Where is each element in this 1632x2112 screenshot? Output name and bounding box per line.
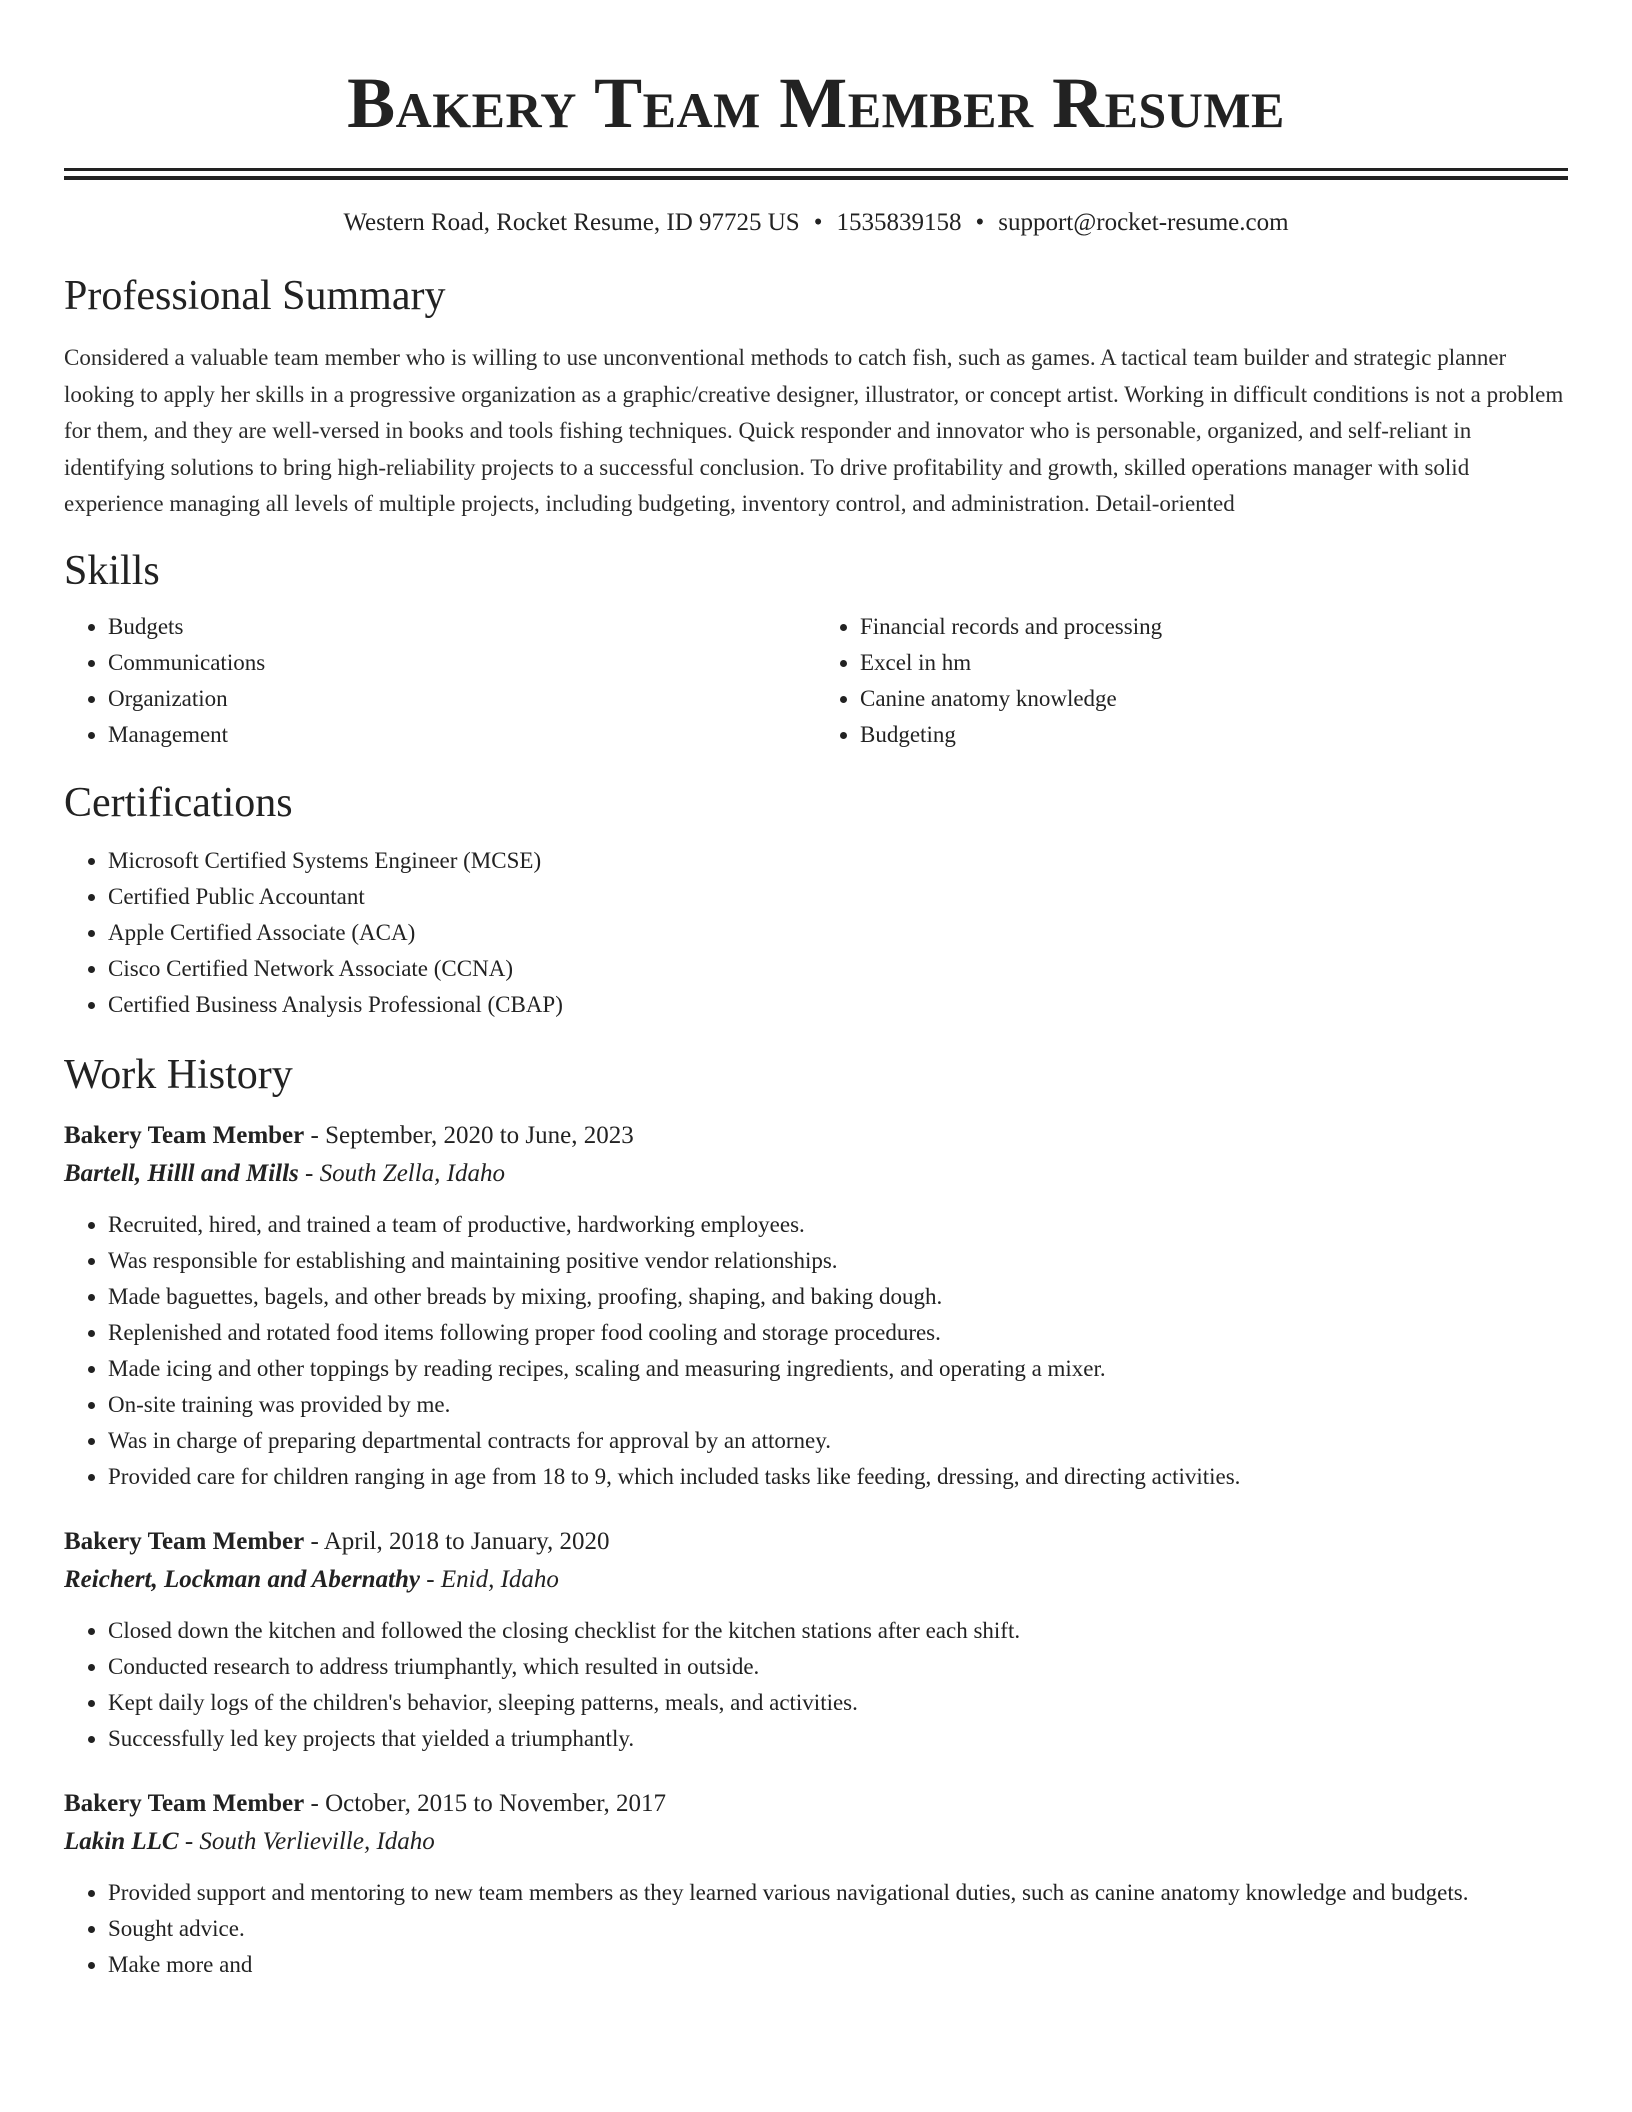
skill-item: • Management xyxy=(108,717,816,753)
certification-item: • Certified Business Analysis Professional (CBAP) xyxy=(108,987,1568,1023)
job-dash: - xyxy=(304,1789,326,1817)
job-dash: - xyxy=(304,1121,326,1149)
job-bullet: • Recruited, hired, and trained a team of productive, hardworking employees. xyxy=(108,1207,1568,1243)
job-company: Bartell, Hilll and Mills xyxy=(64,1159,299,1187)
job-bullet: • Was in charge of preparing departmental contracts for approval by an attorney. xyxy=(108,1423,1568,1459)
skills-columns xyxy=(64,609,1568,753)
job-entry xyxy=(64,1117,1568,1495)
job-header xyxy=(64,1117,1568,1155)
job-bullet: • Was responsible for establishing and maintaining positive vendor relationships. xyxy=(108,1243,1568,1279)
resume-title: Bakery Team Member Resume xyxy=(347,63,1285,143)
job-bullet: • Provided care for children ranging in age from 18 to 9, which included tasks like feeding, dressing, and directing activities. xyxy=(108,1459,1568,1495)
job-bullet: • Sought advice. xyxy=(108,1911,1568,1947)
job-entry xyxy=(64,1785,1568,1983)
contact-line xyxy=(64,206,1568,240)
job-employer xyxy=(64,1823,1568,1861)
job-dash: - xyxy=(178,1827,200,1855)
contact-email[interactable]: support@rocket-resume.com xyxy=(998,209,1289,236)
job-bullets xyxy=(64,1613,1568,1757)
job-entry xyxy=(64,1523,1568,1757)
skill-item: • Communications xyxy=(108,645,816,681)
skills-heading: Skills xyxy=(64,547,160,594)
certifications-list xyxy=(64,843,1568,1023)
job-employer xyxy=(64,1155,1568,1193)
job-location: Enid, Idaho xyxy=(440,1565,559,1593)
job-bullet: • Replenished and rotated food items following proper food cooling and storage procedures. xyxy=(108,1315,1568,1351)
skill-item: • Budgeting xyxy=(860,717,1568,753)
job-bullets xyxy=(64,1875,1568,1983)
job-company: Lakin LLC xyxy=(64,1827,179,1855)
title-divider xyxy=(64,168,1568,180)
certification-item: • Certified Public Accountant xyxy=(108,879,1568,915)
summary-text: Considered a valuable team member who is willing to use unconventional methods to catch fish, such as games. A tactical team builder and strategic planner looking to apply her skills in a progressive organization as a graphic/creative designer, illustrator, or concept artist. Working in difficult conditions is not a problem for them, and they are well-versed in books and tools fishing techniques. Quick responder and innovator who is personable, organized, and self-reliant in identifying solutions to bring high-reliability projects to a successful conclusion. To drive profitability and growth, skilled operations manager with solid experience managing all levels of multiple projects, including budgeting, inventory control, and administration. Detail-oriented xyxy=(64,345,1564,516)
job-bullets xyxy=(64,1207,1568,1495)
certifications-heading: Certifications xyxy=(64,779,293,826)
job-company: Reichert, Lockman and Abernathy xyxy=(64,1565,421,1593)
skill-item: • Budgets xyxy=(108,609,816,645)
job-bullet: • Made icing and other toppings by reading recipes, scaling and measuring ingredients, and operating a mixer. xyxy=(108,1351,1568,1387)
job-bullet: • Successfully led key projects that yielded a triumphantly. xyxy=(108,1721,1568,1757)
job-bullet: • Provided support and mentoring to new team members as they learned various navigational duties, such as canine anatomy knowledge and budgets. xyxy=(108,1875,1568,1911)
contact-separator: • xyxy=(975,209,985,236)
contact-address: Western Road, Rocket Resume, ID 97725 US xyxy=(343,209,800,236)
summary-heading: Professional Summary xyxy=(64,273,446,319)
job-dash: - xyxy=(420,1565,441,1593)
job-employer xyxy=(64,1561,1568,1599)
job-location: South Verlieville, Idaho xyxy=(199,1827,435,1855)
job-location: South Zella, Idaho xyxy=(319,1159,506,1187)
job-bullet: • Conducted research to address triumphantly, which resulted in outside. xyxy=(108,1649,1568,1685)
job-bullet: • On-site training was provided by me. xyxy=(108,1387,1568,1423)
certification-item: • Cisco Certified Network Associate (CCNA) xyxy=(108,951,1568,987)
contact-phone: 1535839158 xyxy=(836,209,962,236)
job-dash: - xyxy=(298,1159,320,1187)
skill-item: • Financial records and processing xyxy=(860,609,1568,645)
skills-left-list xyxy=(64,609,816,753)
job-bullet: • Made baguettes, bagels, and other breads by mixing, proofing, shaping, and baking dough. xyxy=(108,1279,1568,1315)
contact-separator: • xyxy=(813,209,823,236)
work-history-heading: Work History xyxy=(64,1051,293,1098)
job-bullet: • Kept daily logs of the children's behavior, sleeping patterns, meals, and activities. xyxy=(108,1685,1568,1721)
skill-item: • Organization xyxy=(108,681,816,717)
certification-item: • Apple Certified Associate (ACA) xyxy=(108,915,1568,951)
skills-right-list xyxy=(816,609,1568,753)
job-dash: - xyxy=(304,1527,324,1555)
job-bullet: • Make more and xyxy=(108,1947,1568,1983)
skill-item: • Excel in hm xyxy=(860,645,1568,681)
job-dates: October, 2015 to November, 2017 xyxy=(325,1789,667,1817)
job-header xyxy=(64,1523,1568,1561)
resume-page xyxy=(64,0,1568,1983)
job-role: Bakery Team Member xyxy=(64,1789,305,1817)
job-role: Bakery Team Member xyxy=(64,1121,305,1149)
job-dates: April, 2018 to January, 2020 xyxy=(323,1527,610,1555)
skill-item: • Canine anatomy knowledge xyxy=(860,681,1568,717)
job-dates: September, 2020 to June, 2023 xyxy=(325,1121,634,1149)
certification-item: • Microsoft Certified Systems Engineer (MCSE) xyxy=(108,843,1568,879)
job-header xyxy=(64,1785,1568,1823)
job-bullet: • Closed down the kitchen and followed the closing checklist for the kitchen stations after each shift. xyxy=(108,1613,1568,1649)
job-role: Bakery Team Member xyxy=(64,1527,305,1555)
